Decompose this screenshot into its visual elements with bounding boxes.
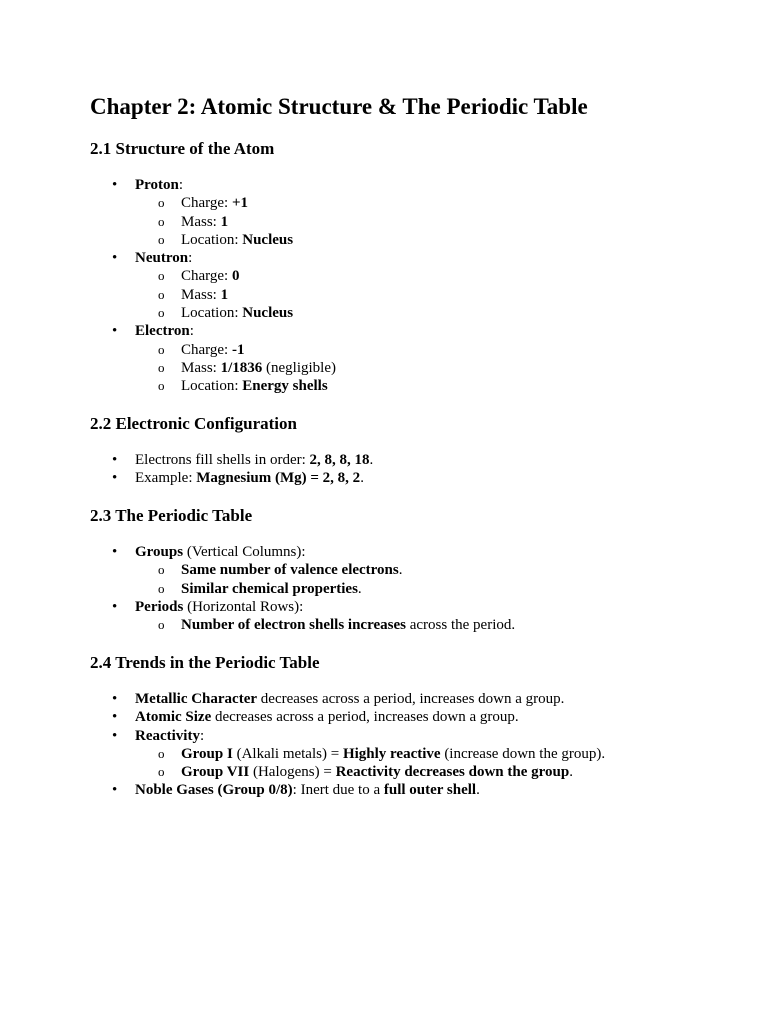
list-item-electron: • Electron: o Charge: -1 o Mass: 1/1836 (negligible) o Location: Energy shells (0, 322, 336, 395)
reactivity-sublist (135, 745, 605, 782)
section-heading-2-1: 2.1 Structure of the Atom (90, 139, 275, 158)
section-heading-2-2: 2.2 Electronic Configuration (90, 414, 297, 433)
sub-item: o Charge: +1 (0, 194, 336, 212)
periods-sublist (135, 616, 515, 634)
sub-item: o Location: Energy shells (0, 377, 336, 395)
electron-sublist (135, 341, 336, 396)
electron-charge: -1 (231, 341, 245, 358)
proton-charge: +1 (231, 195, 249, 212)
sub-item-group-7: o Group VII (Halogens) = Reactivity decreases down the group. (0, 763, 605, 781)
proton-sublist (135, 194, 336, 249)
sub-item: o Charge: 0 (0, 267, 336, 285)
section-heading-2-4: 2.4 Trends in the Periodic Table (90, 653, 320, 672)
neutron-mass: 1 (220, 286, 229, 303)
neutron-charge: 0 (231, 268, 240, 285)
term-electron: Electron (135, 323, 190, 340)
proton-mass: 1 (220, 213, 229, 230)
list-item-neutron: • Neutron: o Charge: 0 o Mass: 1 o Location: Nucleus (0, 249, 336, 322)
sub-item: o Same number of valence electrons. (0, 561, 515, 579)
section-heading-2-3: 2.3 The Periodic Table (90, 506, 253, 525)
shell-order: 2, 8, 8, 18 (309, 452, 370, 468)
chapter-title: Chapter 2: Atomic Structure & The Periodic Table (90, 94, 588, 119)
term-groups: Groups (135, 544, 184, 560)
list-item-reactivity: • Reactivity: o Group I (Alkali metals) = Highly reactive (increase down the group). o Group VII (Halogens) = Reactivity decreases down the group. (0, 727, 605, 782)
list-item-atomic-size: • Atomic Size decreases across a period, increases down a group. (0, 708, 605, 726)
term-proton: Proton (135, 177, 179, 193)
electron-location: Energy shells (242, 378, 328, 395)
neutron-sublist (135, 267, 336, 322)
list-item: • Electrons fill shells in order: 2, 8, 8, 18. (0, 451, 373, 469)
sub-item: o Mass: 1 (0, 213, 336, 231)
list-item-proton: • Proton: o Charge: +1 o Mass: 1 o Location: Nucleus (0, 176, 336, 249)
term-reactivity: Reactivity (135, 727, 200, 744)
list-item-periods: • Periods (Horizontal Rows): o Number of electron shells increases across the period. (0, 598, 515, 635)
electron-mass-note: (negligible) (266, 359, 336, 376)
list-item: • Example: Magnesium (Mg) = 2, 8, 2. (0, 469, 373, 487)
atom-structure-list (0, 176, 336, 396)
term-periods: Periods (135, 598, 184, 615)
term-neutron: Neutron (135, 250, 189, 267)
groups-sublist (135, 561, 515, 598)
trends-list (0, 690, 605, 800)
neutron-location: Nucleus (242, 305, 294, 322)
proton-location: Nucleus (242, 231, 294, 248)
sub-item: o Charge: -1 (0, 341, 336, 359)
sub-item: o Number of electron shells increases across the period. (0, 616, 515, 634)
sub-item: o Location: Nucleus (0, 231, 336, 249)
sub-item: o Similar chemical properties. (0, 580, 515, 598)
sub-item: o Mass: 1/1836 (negligible) (0, 359, 336, 377)
list-item-noble-gases: • Noble Gases (Group 0/8): Inert due to a full outer shell. (0, 781, 605, 799)
sub-item-group-1: o Group I (Alkali metals) = Highly reactive (increase down the group). (0, 745, 605, 763)
electron-mass: 1/1836 (220, 359, 263, 376)
sub-item: o Mass: 1 (0, 286, 336, 304)
list-item-groups: • Groups (Vertical Columns): o Same number of valence electrons. o Similar chemical properties. (0, 543, 515, 598)
magnesium-example: Magnesium (Mg) = 2, 8, 2 (196, 470, 361, 487)
sub-item: o Location: Nucleus (0, 304, 336, 322)
periodic-table-list (0, 543, 515, 634)
configuration-list (0, 451, 373, 488)
list-item-metallic: • Metallic Character decreases across a period, increases down a group. (0, 690, 605, 708)
